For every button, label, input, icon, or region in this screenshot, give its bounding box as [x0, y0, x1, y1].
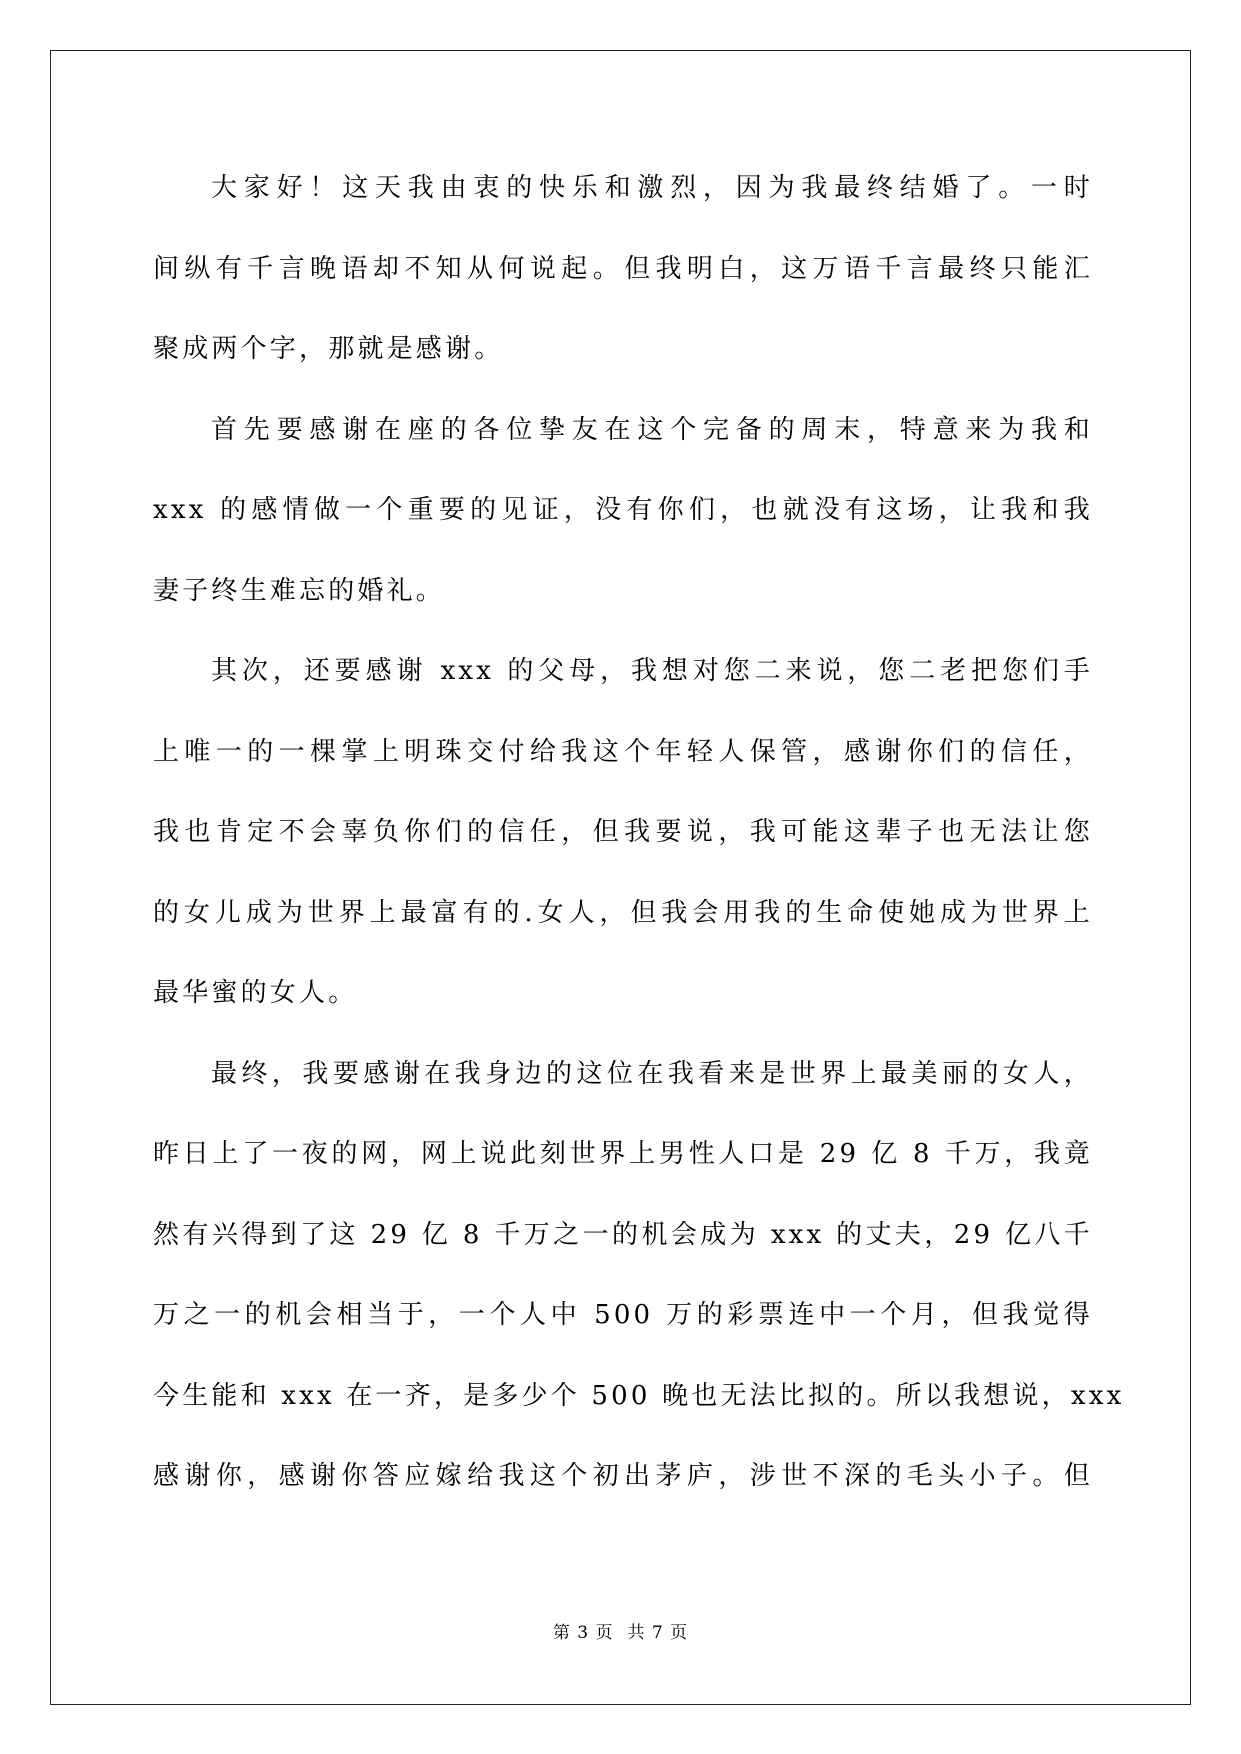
- text-line: xxx 的感情做一个重要的见证，没有你们，也就没有这场，让我和我: [153, 495, 1093, 525]
- page-total: 共 7 页: [627, 1623, 689, 1643]
- text-line: 最终，我要感谢在我身边的这位在我看来是世界上最美丽的女人，: [211, 1058, 1093, 1089]
- page-number: 第 3 页: [552, 1623, 614, 1643]
- text-line: 妻子终生难忘的婚礼。: [153, 575, 446, 606]
- document-body: [153, 158, 1125, 1527]
- text-line: 我也肯定不会辜负你们的信任，但我要说，我可能这辈子也无法让您: [153, 817, 1093, 847]
- text-line: 其次，还要感谢 xxx 的父母，我想对您二来说，您二老把您们手: [211, 656, 1093, 686]
- text-line: 感谢你，感谢你答应嫁给我这个初出茅庐，涉世不深的毛头小子。但: [153, 1461, 1093, 1491]
- text-line: 大家好！这天我由衷的快乐和激烈，因为我最终结婚了。一时: [211, 173, 1093, 203]
- text-line: 聚成两个字，那就是感谢。: [153, 334, 504, 364]
- text-line: 上唯一的一棵掌上明珠交付给我这个年轻人保管，感谢你们的信任，: [153, 736, 1093, 767]
- text-line: 最华蜜的女人。: [153, 978, 358, 1008]
- page-footer: [0, 1618, 1241, 1643]
- text-line: 间纵有千言晚语却不知从何说起。但我明白，这万语千言最终只能汇: [153, 253, 1093, 284]
- text-line: 万之一的机会相当于，一个人中 500 万的彩票连中一个月，但我觉得: [153, 1300, 1093, 1330]
- text-line: 首先要感谢在座的各位挚友在这个完备的周末，特意来为我和: [211, 414, 1093, 445]
- text-line: 然有兴得到了这 29 亿 8 千万之一的机会成为 xxx 的丈夫，29 亿八千: [153, 1219, 1093, 1250]
- text-line: 昨日上了一夜的网，网上说此刻世界上男性人口是 29 亿 8 千万，我竟: [153, 1139, 1093, 1169]
- text-line: 今生能和 xxx 在一齐，是多少个 500 晚也无法比拟的。所以我想说，xxx: [153, 1380, 1125, 1411]
- text-line: 的女儿成为世界上最富有的.女人，但我会用我的生命使她成为世界上: [153, 897, 1093, 928]
